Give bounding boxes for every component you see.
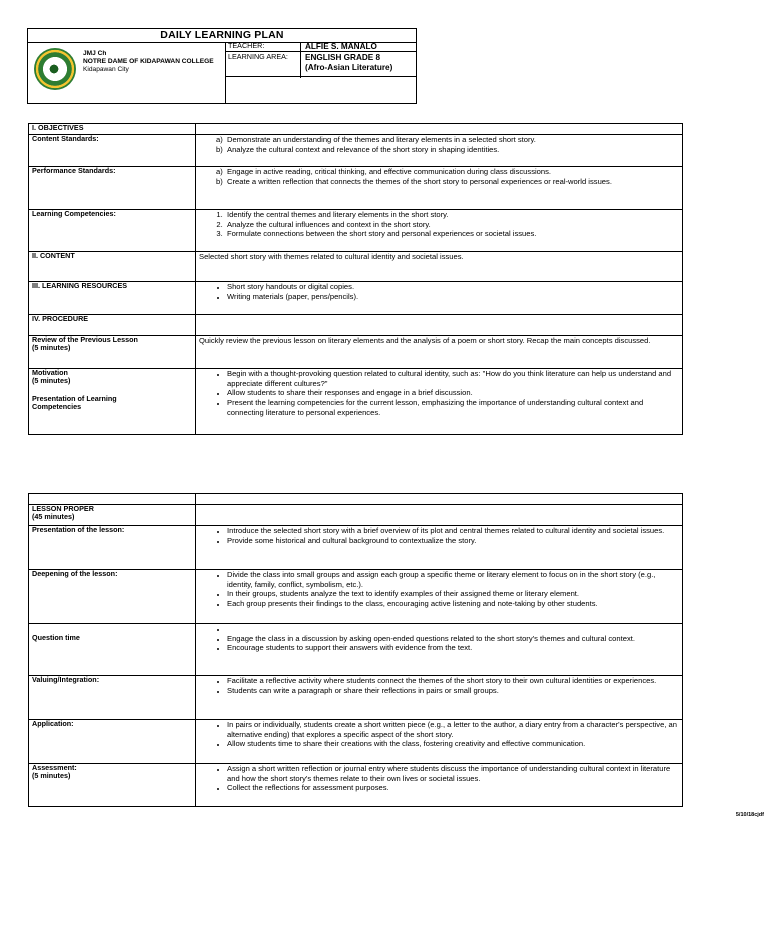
lesson-proper-duration: (45 minutes) — [32, 512, 75, 522]
review-text: Quickly review the previous lesson on literary elements and the analysis of a poem or short story. Recap the main concepts discussed. — [196, 336, 683, 369]
divider — [225, 76, 417, 77]
list-item: • Introduce the selected short story with a brief overview of its plot and central themes related to cultural identity and societal issues. — [227, 526, 682, 536]
list-item: • Students can write a paragraph or share their reflections in pairs or small groups. — [227, 686, 682, 696]
list-item: 2. Analyze the cultural influences and context in the short story. — [227, 220, 682, 230]
performance-standards-list — [199, 167, 682, 186]
school-city: Kidapawan City — [83, 66, 129, 73]
plan-title: DAILY LEARNING PLAN — [28, 29, 416, 43]
list-item: • Divide the class into small groups and assign each group a specific theme or literary element to focus on in the short story (e.g., identity, family, conflict, symbolism, etc.). — [227, 570, 682, 589]
seal-center — [44, 59, 64, 79]
application-list — [199, 720, 682, 749]
teacher-name: ALFIE S. MANALO — [305, 42, 377, 51]
content-label: II. CONTENT — [29, 252, 196, 282]
learning-resources-label: III. LEARNING RESOURCES — [29, 282, 196, 315]
learning-area-label: LEARNING AREA: — [228, 52, 288, 61]
school-motto: JMJ Ch — [83, 50, 107, 57]
presentation-competencies-label-2: Competencies — [32, 402, 82, 412]
objectives-heading: I. OBJECTIVES — [29, 124, 196, 135]
valuing-label: Valuing/Integration: — [29, 676, 196, 720]
list-item: • Writing materials (paper, pens/pencils). — [227, 292, 682, 302]
school-name: NOTRE DAME OF KIDAPAWAN COLLEGE — [83, 58, 214, 65]
learning-competencies-list — [199, 210, 682, 239]
divider — [300, 42, 301, 78]
review-duration: (5 minutes) — [32, 343, 71, 353]
list-item: a. Demonstrate an understanding of the themes and literary elements in a selected short story. — [227, 135, 682, 145]
deepening-label: Deepening of the lesson: — [29, 570, 196, 624]
list-item: • In their groups, students analyze the text to identify examples of their assigned theme or literary element. — [227, 589, 682, 599]
question-time-list — [199, 624, 682, 653]
list-item: • Encourage students to support their answers with evidence from the text. — [227, 643, 682, 653]
list-item: • Allow students time to share their creations with the class, fostering creativity and effective communication. — [227, 739, 682, 749]
resources-list — [199, 282, 682, 301]
content-text: Selected short story with themes related to cultural identity and societal issues. — [196, 252, 683, 282]
valuing-list — [199, 676, 682, 695]
review-label: Review of the Previous Lesson — [32, 335, 138, 344]
header-block — [27, 28, 417, 104]
objectives-table — [28, 123, 683, 435]
list-item: • Collect the reflections for assessment purposes. — [227, 783, 682, 793]
presentation-competencies-label: Presentation of Learning — [32, 393, 117, 403]
lesson-proper-table — [28, 493, 683, 807]
performance-standards-label: Performance Standards: — [29, 167, 196, 210]
list-item: • Present the learning competencies for the current lesson, emphasizing the importance of understanding cultural context and connecting literature to personal experiences. — [227, 398, 682, 417]
motivation-duration: (5 minutes) — [32, 376, 71, 386]
list-item: a. Engage in active reading, critical thinking, and effective communication during class discussions. — [227, 167, 682, 177]
list-item: 1. Identify the central themes and literary elements in the short story. — [227, 210, 682, 220]
application-label: Application: — [29, 720, 196, 764]
deepening-list — [199, 570, 682, 609]
presentation-lesson-label: Presentation of the lesson: — [29, 526, 196, 570]
question-time-label: Question time — [32, 633, 80, 642]
list-item: • Facilitate a reflective activity where students connect the themes of the short story to their own cultural identities or experiences. — [227, 676, 682, 686]
list-item: b. Create a written reflection that connects the themes of the short story to personal experiences or real-world issues. — [227, 177, 682, 187]
assessment-duration: (5 minutes) — [32, 771, 71, 781]
list-item: • Short story handouts or digital copies. — [227, 282, 682, 292]
procedure-heading: IV. PROCEDURE — [29, 315, 196, 336]
list-item: • Each group presents their findings to the class, encouraging active listening and note-taking by other students. — [227, 599, 682, 609]
learning-area-subvalue: (Afro-Asian Literature) — [305, 63, 393, 72]
list-item: • Provide some historical and cultural background to contextualize the story. — [227, 536, 682, 546]
motivation-label: Motivation — [32, 368, 68, 377]
list-item: • In pairs or individually, students create a short written piece (e.g., a letter to the author, a diary entry from a character's perspective, an alternative ending) that explores a specific aspect of the short story. — [227, 720, 682, 739]
assessment-label: Assessment: — [32, 763, 77, 772]
list-item: • Assign a short written reflection or journal entry where students discuss the importance of understanding cultural context in literature and how the short story's themes relate to their own lives or societal issues. — [227, 764, 682, 783]
motivation-list — [199, 369, 682, 418]
content-standards-list — [199, 135, 682, 154]
list-item: • Engage the class in a discussion by asking open-ended questions related to the short story's themes and cultural context. — [227, 634, 682, 644]
learning-competencies-label: Learning Competencies: — [29, 210, 196, 252]
footer-code: 5/10/18cjdf — [735, 812, 764, 818]
content-standards-label: Content Standards: — [29, 135, 196, 167]
list-item: • Allow students to share their responses and engage in a brief discussion. — [227, 388, 682, 398]
list-item: 3. Formulate connections between the short story and personal experiences or societal issues. — [227, 229, 682, 239]
presentation-list — [199, 526, 682, 545]
list-item: • Begin with a thought-provoking question related to cultural identity, such as: "How do you think literature can help us understand and appreciate different cultures?" — [227, 369, 682, 388]
teacher-label: TEACHER: — [228, 41, 265, 50]
learning-area-value: ENGLISH GRADE 8 — [305, 53, 381, 62]
list-item — [227, 624, 682, 634]
list-item: b. Analyze the cultural context and relevance of the short story in shaping identities. — [227, 145, 682, 155]
assessment-list — [199, 764, 682, 793]
lesson-proper-label: LESSON PROPER — [32, 504, 94, 513]
